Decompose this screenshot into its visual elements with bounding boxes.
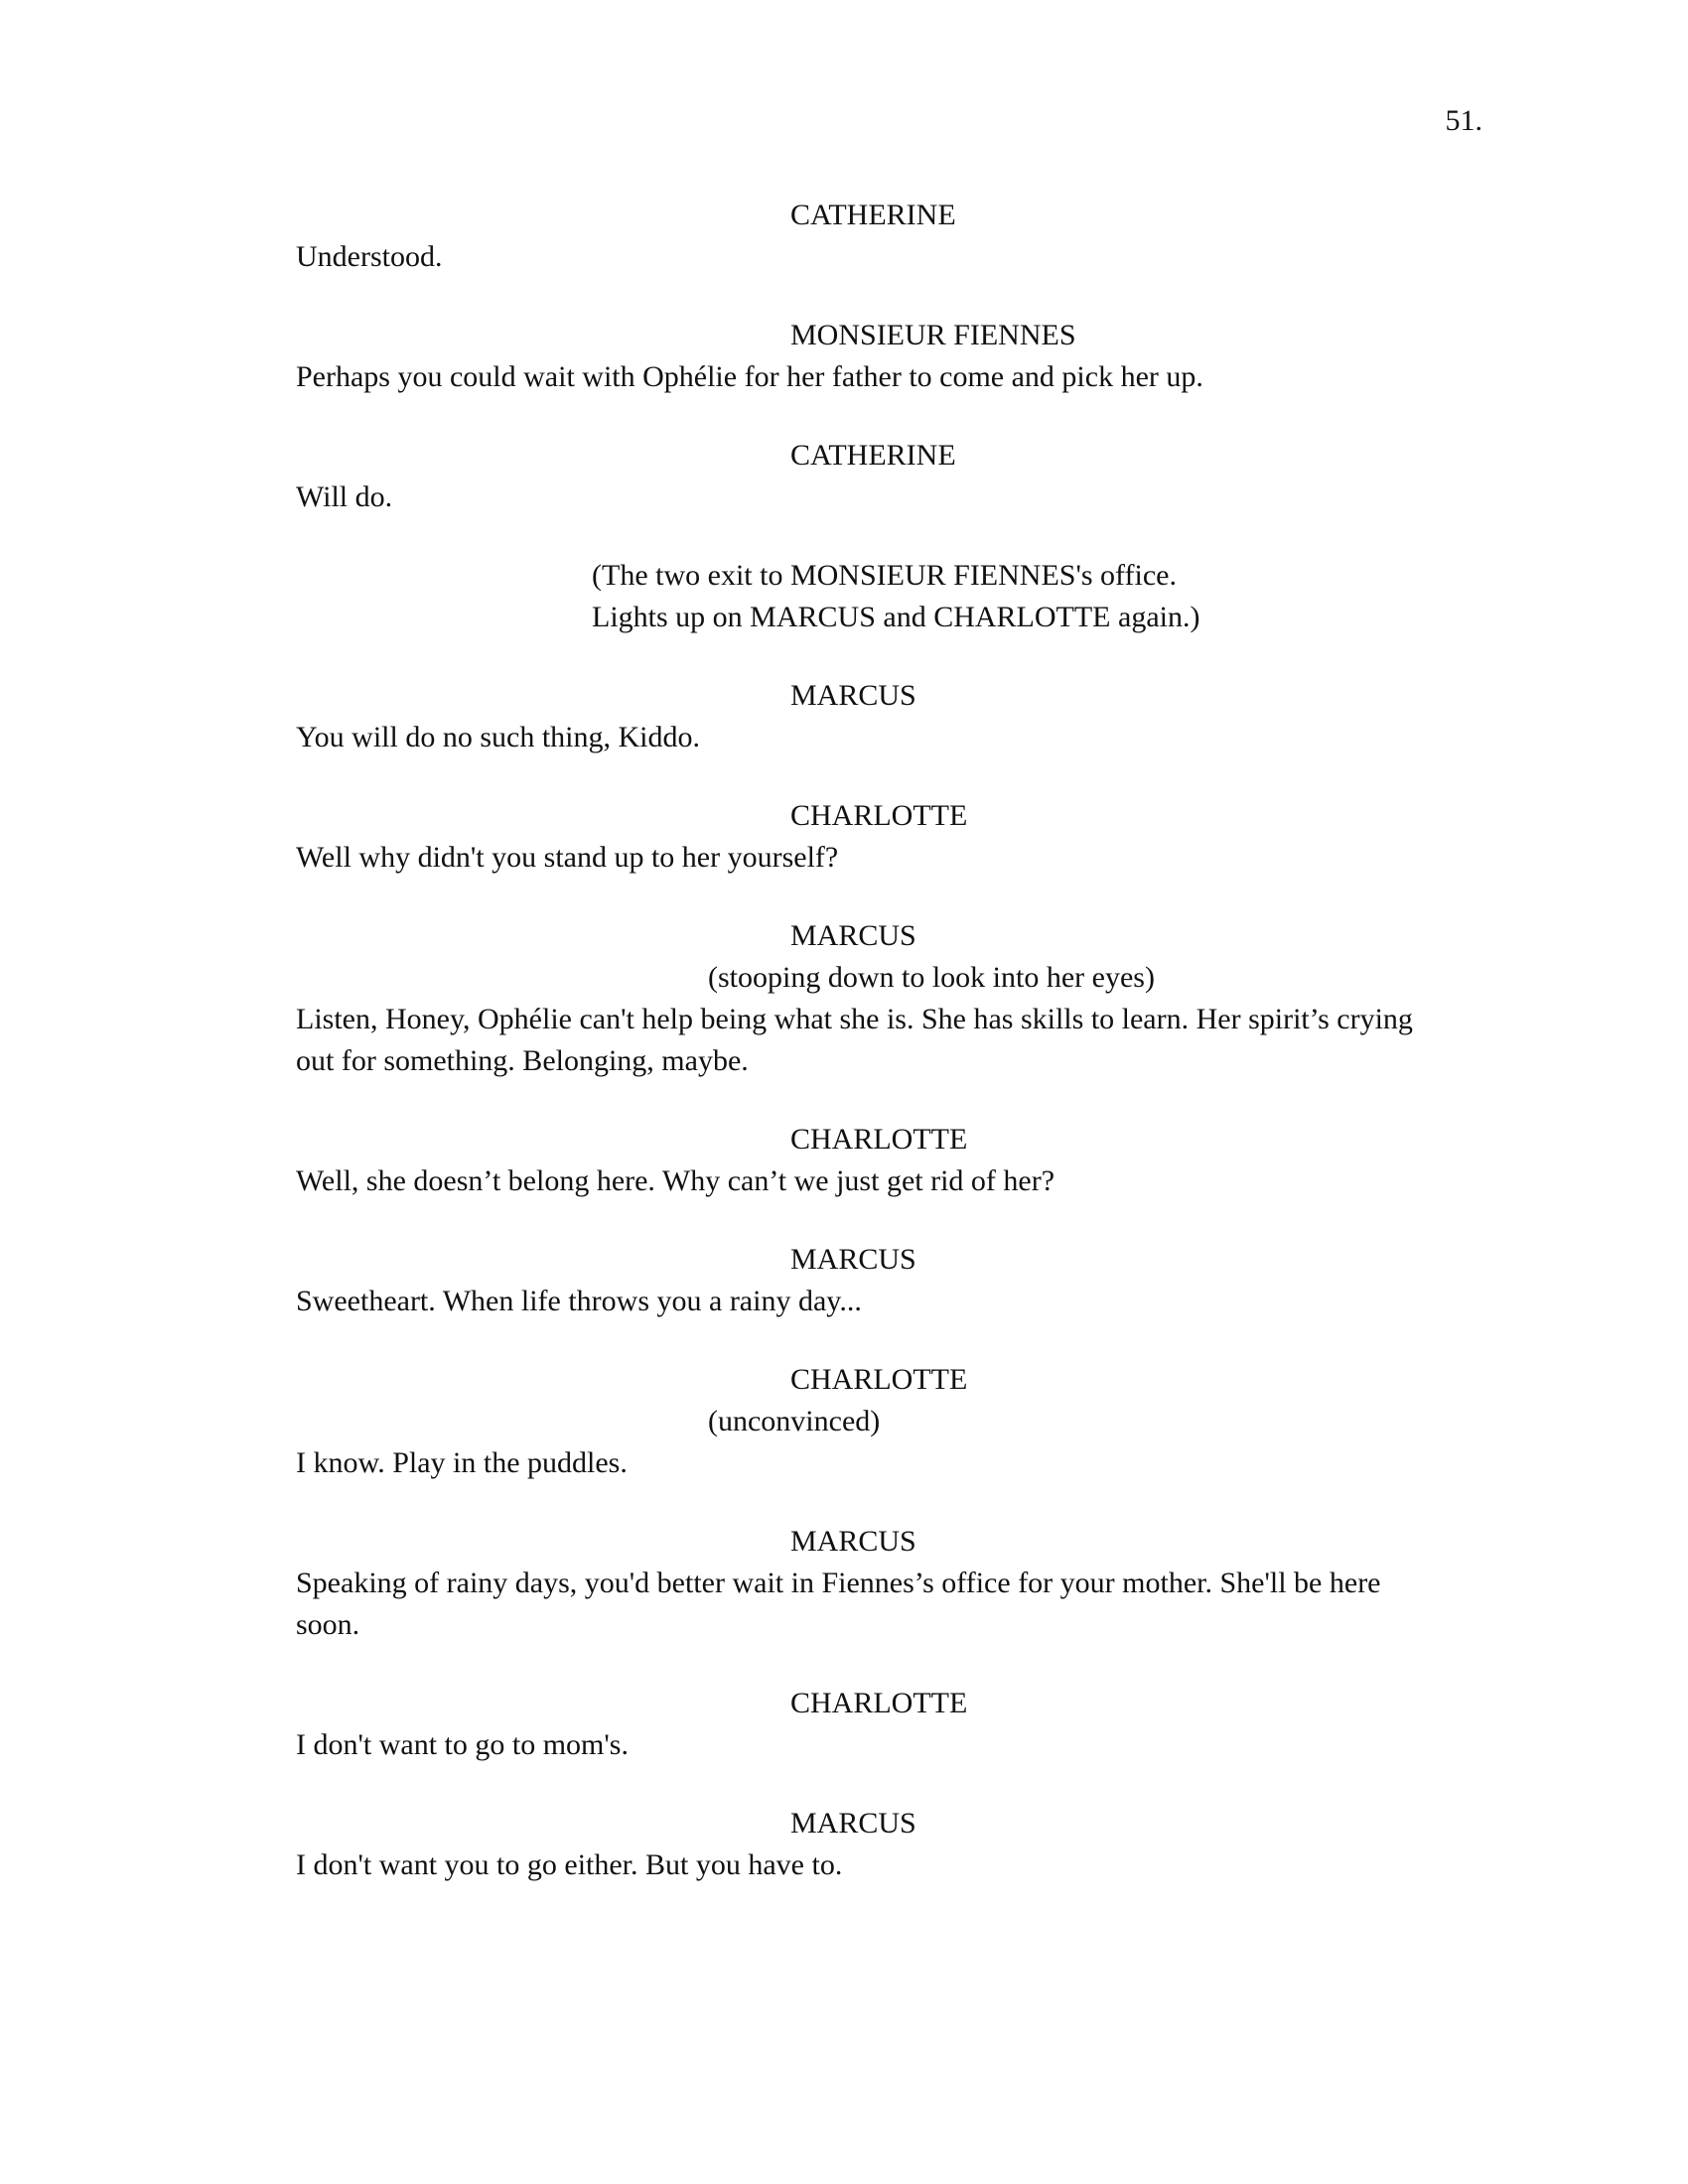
character-name: MONSIEUR FIENNES (790, 319, 1076, 351)
dialogue-block (296, 1683, 1448, 1766)
character-name: CATHERINE (790, 439, 956, 472)
character-name: MARCUS (790, 679, 916, 712)
character-name: MARCUS (790, 1243, 916, 1276)
stage-direction-block (296, 555, 1448, 638)
dialogue-block (296, 795, 1448, 879)
dialogue-line: Speaking of rainy days, you'd better wait in Fiennes’s office for your mother. She'll be here soon. (296, 1567, 1381, 1641)
character-name: CHARLOTTE (790, 1363, 968, 1396)
dialogue-block (296, 435, 1448, 518)
dialogue-line: I don't want you to go either. But you have to. (296, 1848, 843, 1881)
dialogue-line: You will do no such thing, Kiddo. (296, 721, 700, 753)
character-name: CHARLOTTE (790, 1687, 968, 1719)
dialogue-block (296, 1239, 1448, 1322)
dialogue-line: Understood. (296, 240, 443, 273)
parenthetical: (unconvinced) (708, 1405, 881, 1437)
dialogue-line: I know. Play in the puddles. (296, 1446, 628, 1479)
character-name: CHARLOTTE (790, 799, 968, 832)
character-name: MARCUS (790, 1525, 916, 1558)
dialogue-line: Listen, Honey, Ophélie can't help being what she is. She has skills to learn. Her spirit’s crying out for something. Belonging, maybe. (296, 1003, 1413, 1077)
parenthetical: (stooping down to look into her eyes) (708, 961, 1155, 994)
character-name: CHARLOTTE (790, 1123, 968, 1156)
dialogue-block (296, 195, 1448, 278)
dialogue-line: Well why didn't you stand up to her yourself? (296, 841, 839, 874)
dialogue-line: Well, she doesn’t belong here. Why can’t we just get rid of her? (296, 1164, 1055, 1197)
dialogue-block (296, 315, 1448, 398)
dialogue-block (296, 1119, 1448, 1202)
dialogue-block (296, 915, 1448, 1082)
dialogue-block (296, 1521, 1448, 1646)
dialogue-block (296, 675, 1448, 758)
dialogue-block (296, 1359, 1448, 1484)
dialogue-block (296, 1803, 1448, 1886)
dialogue-line: I don't want to go to mom's. (296, 1728, 629, 1761)
stage-direction: (The two exit to MONSIEUR FIENNES's office. Lights up on MARCUS and CHARLOTTE again.) (592, 559, 1200, 633)
script-body (296, 195, 1448, 1923)
character-name: MARCUS (790, 1807, 916, 1840)
page-number: 51. (1445, 104, 1482, 137)
dialogue-line: Will do. (296, 480, 393, 513)
dialogue-line: Perhaps you could wait with Ophélie for her father to come and pick her up. (296, 360, 1203, 393)
character-name: CATHERINE (790, 199, 956, 231)
character-name: MARCUS (790, 919, 916, 952)
dialogue-line: Sweetheart. When life throws you a rainy day... (296, 1285, 862, 1317)
